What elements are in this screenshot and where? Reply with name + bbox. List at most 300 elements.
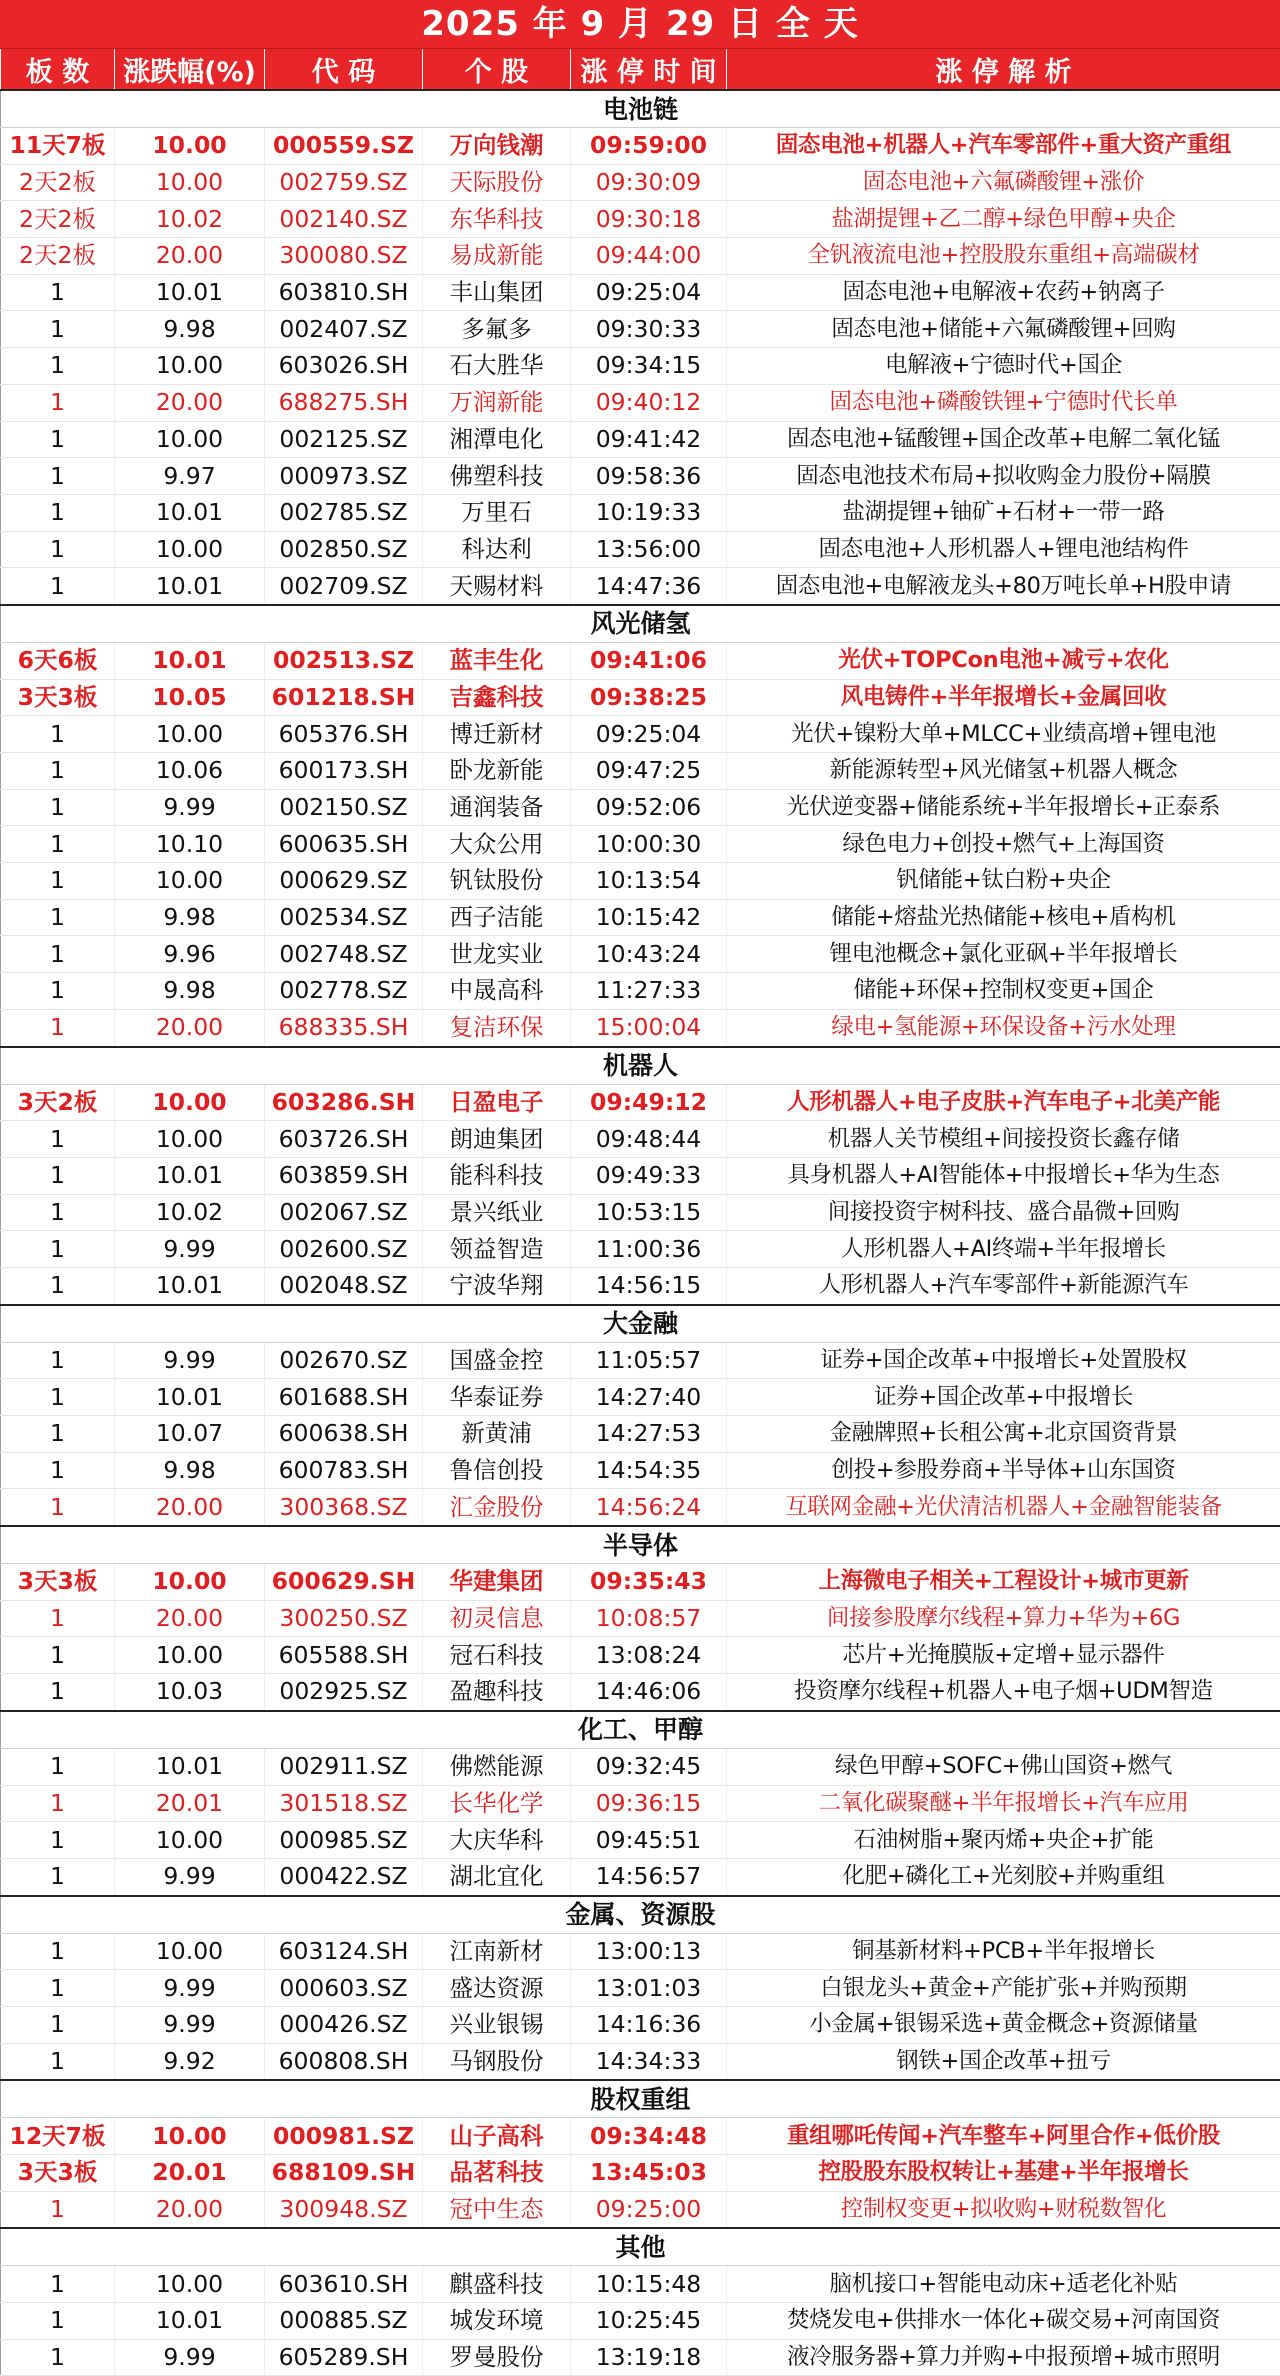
stock-row[interactable] <box>1 826 1280 863</box>
board-count-cell: 1 <box>1 1489 115 1526</box>
stock-code-cell: 002850.SZ <box>265 531 423 568</box>
limit-up-time-cell: 09:34:48 <box>571 2118 727 2155</box>
page-title: 2025 年 9 月 29 日 全 天 <box>0 0 1280 49</box>
limit-up-reason-cell: 上海微电子相关+工程设计+城市更新 <box>727 1564 1280 1601</box>
stock-code-cell: 605588.SH <box>265 1637 423 1674</box>
stock-row[interactable] <box>1 494 1280 531</box>
board-count-cell: 1 <box>1 531 115 568</box>
stock-name-cell: 博迁新材 <box>423 716 571 753</box>
stock-code-cell: 600635.SH <box>265 826 423 863</box>
change-pct-cell: 9.98 <box>115 899 265 936</box>
sector-name: 电池链 <box>1 90 1280 128</box>
stock-name-cell: 日盈电子 <box>423 1084 571 1121</box>
limit-up-time-cell: 09:48:44 <box>571 1121 727 1158</box>
limit-up-time-cell: 13:08:24 <box>571 1637 727 1674</box>
stock-name-cell: 佛燃能源 <box>423 1748 571 1785</box>
stock-name-cell: 能科科技 <box>423 1157 571 1194</box>
limit-up-reason-cell: 固态电池+磷酸铁锂+宁德时代长单 <box>727 384 1280 421</box>
stock-code-cell: 600808.SH <box>265 2043 423 2080</box>
stock-name-cell: 吉鑫科技 <box>423 679 571 716</box>
limit-up-time-cell: 13:00:13 <box>571 1933 727 1970</box>
limit-up-time-cell: 09:25:04 <box>571 716 727 753</box>
stock-row[interactable] <box>1 1489 1280 1526</box>
limit-up-reason-cell: 间接投资宇树科技、盛合晶微+回购 <box>727 1194 1280 1231</box>
limit-up-reason-cell: 盐湖提锂+铀矿+石材+一带一路 <box>727 494 1280 531</box>
change-pct-cell: 20.00 <box>115 1600 265 1637</box>
stock-code-cell: 000985.SZ <box>265 1822 423 1859</box>
stock-row[interactable] <box>1 1231 1280 1268</box>
stock-row[interactable] <box>1 2006 1280 2043</box>
stock-code-cell: 002785.SZ <box>265 494 423 531</box>
stock-name-cell: 冠中生态 <box>423 2191 571 2228</box>
sector-header-row <box>1 1526 1280 1564</box>
limit-up-reason-cell: 光伏逆变器+储能系统+半年报增长+正泰系 <box>727 789 1280 826</box>
change-pct-cell: 10.00 <box>115 531 265 568</box>
stock-row[interactable] <box>1 1267 1280 1304</box>
limit-up-reason-cell: 钢铁+国企改革+扭亏 <box>727 2043 1280 2080</box>
stock-row[interactable] <box>1 1674 1280 1711</box>
limit-up-reason-cell: 石油树脂+聚丙烯+央企+扩能 <box>727 1822 1280 1859</box>
stock-name-cell: 马钢股份 <box>423 2043 571 2080</box>
stock-name-cell: 西子洁能 <box>423 899 571 936</box>
change-pct-cell: 10.00 <box>115 2266 265 2303</box>
limit-up-time-cell: 14:16:36 <box>571 2006 727 2043</box>
stock-name-cell: 易成新能 <box>423 238 571 275</box>
stock-row[interactable] <box>1 1600 1280 1637</box>
stock-row[interactable] <box>1 348 1280 385</box>
stock-name-cell: 朗迪集团 <box>423 1121 571 1158</box>
stock-code-cell: 605289.SH <box>265 2339 423 2376</box>
stock-row[interactable] <box>1 238 1280 275</box>
header-code[interactable]: 代 码 <box>265 49 423 90</box>
stock-code-cell: 000973.SZ <box>265 458 423 495</box>
stock-code-cell: 601688.SH <box>265 1379 423 1416</box>
limit-up-time-cell: 09:40:12 <box>571 384 727 421</box>
stock-code-cell: 300250.SZ <box>265 1600 423 1637</box>
stock-row[interactable] <box>1 789 1280 826</box>
board-count-cell: 1 <box>1 1379 115 1416</box>
change-pct-cell: 10.01 <box>115 274 265 311</box>
board-count-cell: 1 <box>1 348 115 385</box>
stock-code-cell: 002600.SZ <box>265 1231 423 1268</box>
limit-up-time-cell: 09:30:09 <box>571 164 727 201</box>
header-reason[interactable]: 涨 停 解 析 <box>727 49 1280 90</box>
board-count-cell: 1 <box>1 1748 115 1785</box>
stock-row[interactable] <box>1 531 1280 568</box>
change-pct-cell: 10.01 <box>115 1379 265 1416</box>
board-count-cell: 1 <box>1 1822 115 1859</box>
stock-code-cell: 600638.SH <box>265 1416 423 1453</box>
board-count-cell: 1 <box>1 826 115 863</box>
stock-row[interactable] <box>1 899 1280 936</box>
stock-row[interactable] <box>1 1637 1280 1674</box>
stock-code-cell: 300080.SZ <box>265 238 423 275</box>
stock-row[interactable] <box>1 1822 1280 1859</box>
stock-code-cell: 002709.SZ <box>265 568 423 605</box>
limit-up-reason-cell: 固态电池+人形机器人+锂电池结构件 <box>727 531 1280 568</box>
limit-up-reason-cell: 固态电池+机器人+汽车零部件+重大资产重组 <box>727 128 1280 165</box>
stock-name-cell: 长华化学 <box>423 1785 571 1822</box>
sector-header-row <box>1 1711 1280 1749</box>
stock-row[interactable] <box>1 2266 1280 2303</box>
stock-name-cell: 湖北宜化 <box>423 1858 571 1895</box>
limit-up-time-cell: 13:56:00 <box>571 531 727 568</box>
change-pct-cell: 10.05 <box>115 679 265 716</box>
change-pct-cell: 10.00 <box>115 1822 265 1859</box>
limit-up-reason-cell: 证券+国企改革+中报增长+处置股权 <box>727 1342 1280 1379</box>
limit-up-time-cell: 10:00:30 <box>571 826 727 863</box>
board-count-cell: 1 <box>1 2266 115 2303</box>
board-count-cell: 3天3板 <box>1 679 115 716</box>
change-pct-cell: 10.01 <box>115 2303 265 2340</box>
limit-up-time-cell: 14:56:24 <box>571 1489 727 1526</box>
stock-name-cell: 华建集团 <box>423 1564 571 1601</box>
stock-name-cell: 国盛金控 <box>423 1342 571 1379</box>
stock-name-cell: 盈趣科技 <box>423 1674 571 1711</box>
sector-name: 机器人 <box>1 1047 1280 1085</box>
limit-up-reason-cell: 钒储能+钛白粉+央企 <box>727 863 1280 900</box>
limit-up-reason-cell: 绿电+氢能源+环保设备+污水处理 <box>727 1009 1280 1046</box>
sector-name: 其他 <box>1 2228 1280 2266</box>
limit-up-time-cell: 09:30:18 <box>571 201 727 238</box>
limit-up-time-cell: 10:53:15 <box>571 1194 727 1231</box>
table-body <box>1 90 1280 2376</box>
limit-up-reason-cell: 绿色甲醇+SOFC+佛山国资+燃气 <box>727 1748 1280 1785</box>
sector-name: 金属、资源股 <box>1 1896 1280 1934</box>
stock-row[interactable] <box>1 1194 1280 1231</box>
change-pct-cell: 10.00 <box>115 421 265 458</box>
change-pct-cell: 10.00 <box>115 1637 265 1674</box>
limit-up-time-cell: 14:34:33 <box>571 2043 727 2080</box>
limit-up-time-cell: 11:00:36 <box>571 1231 727 1268</box>
board-count-cell: 1 <box>1 311 115 348</box>
stock-name-cell: 湘潭电化 <box>423 421 571 458</box>
limit-up-reason-cell: 固态电池技术布局+拟收购金力股份+隔膜 <box>727 458 1280 495</box>
stock-code-cell: 600629.SH <box>265 1564 423 1601</box>
change-pct-cell: 20.00 <box>115 384 265 421</box>
change-pct-cell: 10.06 <box>115 753 265 790</box>
board-count-cell: 1 <box>1 274 115 311</box>
board-count-cell: 2天2板 <box>1 238 115 275</box>
stock-row[interactable] <box>1 384 1280 421</box>
limit-up-reason-cell: 证券+国企改革+中报增长 <box>727 1379 1280 1416</box>
stock-name-cell: 城发环境 <box>423 2303 571 2340</box>
stock-name-cell: 复洁环保 <box>423 1009 571 1046</box>
stock-row[interactable] <box>1 1342 1280 1379</box>
board-count-cell: 1 <box>1 1231 115 1268</box>
limit-up-time-cell: 09:38:25 <box>571 679 727 716</box>
board-count-cell: 11天7板 <box>1 128 115 165</box>
board-count-cell: 1 <box>1 1121 115 1158</box>
stock-row[interactable] <box>1 1748 1280 1785</box>
limit-up-reason-cell: 光伏+镍粉大单+MLCC+业绩高增+锂电池 <box>727 716 1280 753</box>
change-pct-cell: 10.02 <box>115 201 265 238</box>
stock-row[interactable] <box>1 1121 1280 1158</box>
board-count-cell: 1 <box>1 2043 115 2080</box>
stock-row[interactable] <box>1 1970 1280 2007</box>
limit-up-reason-cell: 控制权变更+拟收购+财税数智化 <box>727 2191 1280 2228</box>
sector-header-row <box>1 1047 1280 1085</box>
limit-up-time-cell: 09:30:33 <box>571 311 727 348</box>
limit-up-reason-cell: 控股股东股权转让+基建+半年报增长 <box>727 2155 1280 2192</box>
stock-name-cell: 世龙实业 <box>423 936 571 973</box>
stock-name-cell: 中晟高科 <box>423 973 571 1010</box>
stock-row[interactable] <box>1 421 1280 458</box>
limit-up-reason-cell: 固态电池+锰酸锂+国企改革+电解二氧化锰 <box>727 421 1280 458</box>
board-count-cell: 1 <box>1 1009 115 1046</box>
stock-code-cell: 000885.SZ <box>265 2303 423 2340</box>
board-count-cell: 1 <box>1 716 115 753</box>
limit-up-reason-cell: 固态电池+六氟磷酸锂+涨价 <box>727 164 1280 201</box>
stock-name-cell: 鲁信创投 <box>423 1452 571 1489</box>
limit-up-time-cell: 09:34:15 <box>571 348 727 385</box>
limit-up-reason-cell: 创投+参股券商+半导体+山东国资 <box>727 1452 1280 1489</box>
sector-header-row <box>1 1305 1280 1343</box>
change-pct-cell: 10.00 <box>115 1564 265 1601</box>
stock-row[interactable] <box>1 2118 1280 2155</box>
board-count-cell: 1 <box>1 421 115 458</box>
limit-up-reason-cell: 重组哪吒传闻+汽车整车+阿里合作+低价股 <box>727 2118 1280 2155</box>
limit-up-time-cell: 09:59:00 <box>571 128 727 165</box>
stock-row[interactable] <box>1 274 1280 311</box>
limit-up-reason-cell: 化肥+磷化工+光刻胶+并购重组 <box>727 1858 1280 1895</box>
board-count-cell: 3天3板 <box>1 1564 115 1601</box>
board-count-cell: 1 <box>1 1416 115 1453</box>
limit-up-reason-cell: 固态电池+电解液龙头+80万吨长单+H股申请 <box>727 568 1280 605</box>
limit-up-time-cell: 09:52:06 <box>571 789 727 826</box>
stock-row[interactable] <box>1 973 1280 1010</box>
change-pct-cell: 20.00 <box>115 238 265 275</box>
limit-up-time-cell: 11:27:33 <box>571 973 727 1010</box>
limit-up-reason-cell: 储能+熔盐光热储能+核电+盾构机 <box>727 899 1280 936</box>
header-change-pct[interactable]: 涨跌幅(%) <box>115 49 265 90</box>
change-pct-cell: 10.02 <box>115 1194 265 1231</box>
stock-row[interactable] <box>1 2155 1280 2192</box>
stock-code-cell: 601218.SH <box>265 679 423 716</box>
change-pct-cell: 10.00 <box>115 1121 265 1158</box>
limit-up-reason-cell: 盐湖提锂+乙二醇+绿色甲醇+央企 <box>727 201 1280 238</box>
stock-row[interactable] <box>1 568 1280 605</box>
sector-name: 股权重组 <box>1 2080 1280 2118</box>
limit-up-reason-cell: 固态电池+电解液+农药+钠离子 <box>727 274 1280 311</box>
board-count-cell: 1 <box>1 863 115 900</box>
header-stock[interactable]: 个 股 <box>423 49 571 90</box>
stock-code-cell: 002778.SZ <box>265 973 423 1010</box>
stock-row[interactable] <box>1 201 1280 238</box>
sector-header-row <box>1 2080 1280 2118</box>
board-count-cell: 1 <box>1 1858 115 1895</box>
stock-row[interactable] <box>1 716 1280 753</box>
board-count-cell: 1 <box>1 1267 115 1304</box>
stock-row[interactable] <box>1 753 1280 790</box>
stock-row[interactable] <box>1 1933 1280 1970</box>
limit-up-time-cell: 09:58:36 <box>571 458 727 495</box>
stock-code-cell: 002925.SZ <box>265 1674 423 1711</box>
change-pct-cell: 10.00 <box>115 1084 265 1121</box>
change-pct-cell: 10.00 <box>115 348 265 385</box>
stock-code-cell: 002125.SZ <box>265 421 423 458</box>
stock-code-cell: 603026.SH <box>265 348 423 385</box>
board-count-cell: 1 <box>1 1194 115 1231</box>
stock-row[interactable] <box>1 458 1280 495</box>
stock-row[interactable] <box>1 1157 1280 1194</box>
stock-code-cell: 002513.SZ <box>265 642 423 679</box>
change-pct-cell: 10.00 <box>115 164 265 201</box>
limit-up-time-cell: 09:36:15 <box>571 1785 727 1822</box>
sector-name: 风光储氢 <box>1 605 1280 643</box>
limit-up-reason-cell: 间接参股摩尔线程+算力+华为+6G <box>727 1600 1280 1637</box>
stock-row[interactable] <box>1 863 1280 900</box>
change-pct-cell: 9.99 <box>115 789 265 826</box>
limit-up-time-cell: 09:47:25 <box>571 753 727 790</box>
stock-name-cell: 万润新能 <box>423 384 571 421</box>
board-count-cell: 1 <box>1 1933 115 1970</box>
stock-code-cell: 688335.SH <box>265 1009 423 1046</box>
limit-up-time-cell: 09:25:04 <box>571 274 727 311</box>
stock-row[interactable] <box>1 1785 1280 1822</box>
change-pct-cell: 20.01 <box>115 2155 265 2192</box>
board-count-cell: 1 <box>1 789 115 826</box>
change-pct-cell: 10.10 <box>115 826 265 863</box>
board-count-cell: 1 <box>1 936 115 973</box>
limit-up-time-cell: 10:08:57 <box>571 1600 727 1637</box>
board-count-cell: 1 <box>1 1157 115 1194</box>
stock-name-cell: 钒钛股份 <box>423 863 571 900</box>
header-limit-time[interactable]: 涨 停 时 间 <box>571 49 727 90</box>
board-count-cell: 12天7板 <box>1 2118 115 2155</box>
change-pct-cell: 10.00 <box>115 1933 265 1970</box>
stock-row[interactable] <box>1 2303 1280 2340</box>
sector-name: 半导体 <box>1 1526 1280 1564</box>
change-pct-cell: 9.99 <box>115 1858 265 1895</box>
limit-up-time-cell: 09:32:45 <box>571 1748 727 1785</box>
limit-up-reason-cell: 二氧化碳聚醚+半年报增长+汽车应用 <box>727 1785 1280 1822</box>
change-pct-cell: 10.07 <box>115 1416 265 1453</box>
stock-row[interactable] <box>1 128 1280 165</box>
limit-up-time-cell: 09:49:12 <box>571 1084 727 1121</box>
change-pct-cell: 9.97 <box>115 458 265 495</box>
limit-up-time-cell: 14:56:15 <box>571 1267 727 1304</box>
stock-code-cell: 688109.SH <box>265 2155 423 2192</box>
limit-up-time-cell: 11:05:57 <box>571 1342 727 1379</box>
stock-code-cell: 002748.SZ <box>265 936 423 973</box>
limit-up-reason-cell: 白银龙头+黄金+产能扩张+并购预期 <box>727 1970 1280 2007</box>
stock-code-cell: 000559.SZ <box>265 128 423 165</box>
header-board[interactable]: 板 数 <box>1 49 115 90</box>
change-pct-cell: 10.01 <box>115 642 265 679</box>
board-count-cell: 2天2板 <box>1 164 115 201</box>
stock-name-cell: 万里石 <box>423 494 571 531</box>
stock-code-cell: 688275.SH <box>265 384 423 421</box>
stock-name-cell: 东华科技 <box>423 201 571 238</box>
board-count-cell: 2天2板 <box>1 201 115 238</box>
limit-up-reason-cell: 新能源转型+风光储氢+机器人概念 <box>727 753 1280 790</box>
board-count-cell: 1 <box>1 1674 115 1711</box>
stock-row[interactable] <box>1 164 1280 201</box>
limit-up-reason-cell: 锂电池概念+氯化亚砜+半年报增长 <box>727 936 1280 973</box>
limit-up-time-cell: 13:45:03 <box>571 2155 727 2192</box>
limit-up-time-cell: 09:44:00 <box>571 238 727 275</box>
stock-row[interactable] <box>1 2339 1280 2376</box>
stock-row[interactable] <box>1 936 1280 973</box>
limit-up-reason-cell: 金融牌照+长租公寓+北京国资背景 <box>727 1416 1280 1453</box>
limit-up-time-cell: 14:56:57 <box>571 1858 727 1895</box>
stock-row[interactable] <box>1 1564 1280 1601</box>
stock-row[interactable] <box>1 1379 1280 1416</box>
limit-up-reason-cell: 机器人关节模组+间接投资长鑫存储 <box>727 1121 1280 1158</box>
board-count-cell: 1 <box>1 1637 115 1674</box>
stock-code-cell: 000629.SZ <box>265 863 423 900</box>
limit-up-time-cell: 14:54:35 <box>571 1452 727 1489</box>
limit-up-time-cell: 10:15:48 <box>571 2266 727 2303</box>
board-count-cell: 1 <box>1 2191 115 2228</box>
stock-code-cell: 002407.SZ <box>265 311 423 348</box>
board-count-cell: 1 <box>1 458 115 495</box>
limit-up-reason-cell: 绿色电力+创投+燃气+上海国资 <box>727 826 1280 863</box>
stock-code-cell: 300368.SZ <box>265 1489 423 1526</box>
sector-name: 大金融 <box>1 1305 1280 1343</box>
change-pct-cell: 9.99 <box>115 1231 265 1268</box>
change-pct-cell: 9.92 <box>115 2043 265 2080</box>
change-pct-cell: 20.00 <box>115 2191 265 2228</box>
board-count-cell: 1 <box>1 1600 115 1637</box>
stock-row[interactable] <box>1 1009 1280 1046</box>
limit-up-reason-cell: 风电铸件+半年报增长+金属回收 <box>727 679 1280 716</box>
stock-name-cell: 卧龙新能 <box>423 753 571 790</box>
stock-row[interactable] <box>1 642 1280 679</box>
stock-row[interactable] <box>1 679 1280 716</box>
change-pct-cell: 20.00 <box>115 1009 265 1046</box>
stock-code-cell: 000422.SZ <box>265 1858 423 1895</box>
limit-up-time-cell: 09:41:42 <box>571 421 727 458</box>
change-pct-cell: 10.00 <box>115 863 265 900</box>
sector-header-row <box>1 605 1280 643</box>
stock-row[interactable] <box>1 2043 1280 2080</box>
board-count-cell: 1 <box>1 753 115 790</box>
stock-name-cell: 万向钱潮 <box>423 128 571 165</box>
stock-name-cell: 新黄浦 <box>423 1416 571 1453</box>
stock-row[interactable] <box>1 1416 1280 1453</box>
limit-up-reason-cell: 人形机器人+汽车零部件+新能源汽车 <box>727 1267 1280 1304</box>
sector-header-row <box>1 2228 1280 2266</box>
limit-up-time-cell: 13:19:18 <box>571 2339 727 2376</box>
limit-up-reason-cell: 液冷服务器+算力并购+中报预增+城市照明 <box>727 2339 1280 2376</box>
stock-code-cell: 002911.SZ <box>265 1748 423 1785</box>
stock-name-cell: 石大胜华 <box>423 348 571 385</box>
change-pct-cell: 10.01 <box>115 494 265 531</box>
stock-row[interactable] <box>1 311 1280 348</box>
stock-name-cell: 兴业银锡 <box>423 2006 571 2043</box>
stock-row[interactable] <box>1 1084 1280 1121</box>
change-pct-cell: 10.00 <box>115 2118 265 2155</box>
stock-name-cell: 汇金股份 <box>423 1489 571 1526</box>
limit-up-reason-cell: 固态电池+储能+六氟磷酸锂+回购 <box>727 311 1280 348</box>
change-pct-cell: 10.01 <box>115 1267 265 1304</box>
limit-up-reason-cell: 人形机器人+AI终端+半年报增长 <box>727 1231 1280 1268</box>
stock-row[interactable] <box>1 1858 1280 1895</box>
stock-code-cell: 603859.SH <box>265 1157 423 1194</box>
stock-code-cell: 002067.SZ <box>265 1194 423 1231</box>
stock-code-cell: 000981.SZ <box>265 2118 423 2155</box>
limit-up-time-cell: 10:43:24 <box>571 936 727 973</box>
limit-up-table <box>0 49 1280 2376</box>
stock-row[interactable] <box>1 2191 1280 2228</box>
change-pct-cell: 9.99 <box>115 2006 265 2043</box>
stock-row[interactable] <box>1 1452 1280 1489</box>
limit-up-reason-cell: 互联网金融+光伏清洁机器人+金融智能装备 <box>727 1489 1280 1526</box>
stock-name-cell: 蓝丰生化 <box>423 642 571 679</box>
stock-name-cell: 大众公用 <box>423 826 571 863</box>
